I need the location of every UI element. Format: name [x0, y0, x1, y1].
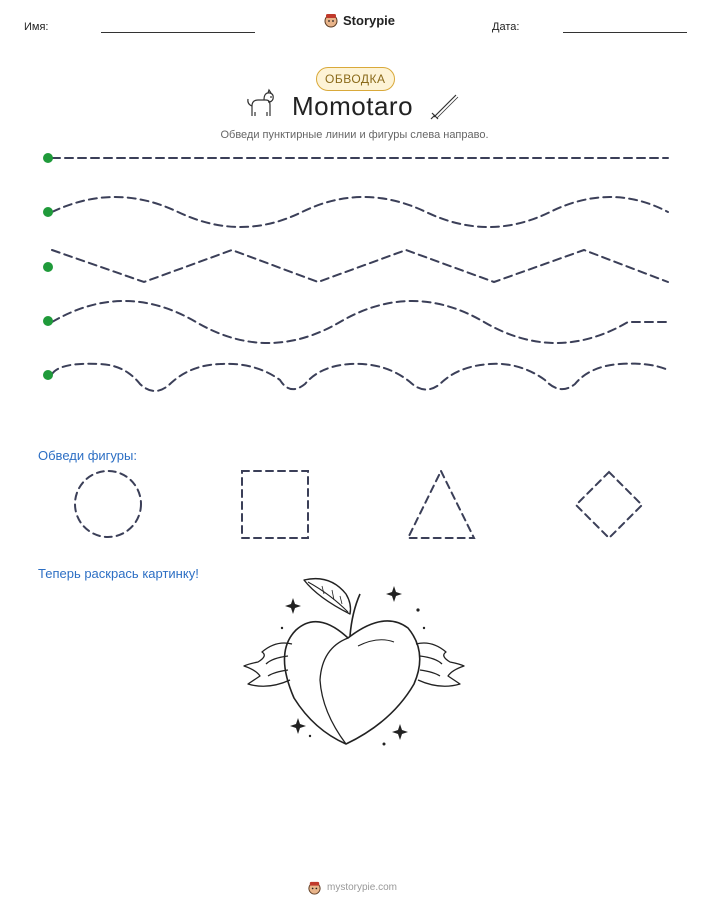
- trace-diamond: [576, 472, 642, 538]
- footer-site[interactable]: mystorypie.com: [327, 882, 398, 893]
- brand: [323, 12, 395, 28]
- instructions: Обведи пунктирные линии и фигуры слева направо.: [220, 129, 489, 141]
- brand-name: Storypie: [343, 12, 396, 28]
- trace-line-wave-1: [52, 197, 668, 227]
- storypie-logo-icon: [323, 12, 339, 28]
- trace-square: [242, 471, 308, 538]
- trace-circle: [75, 471, 141, 537]
- start-dot-1: [43, 153, 53, 163]
- sword-icon: [428, 88, 462, 122]
- tracing-lines: [0, 140, 709, 400]
- activity-badge: ОБВОДКА: [316, 67, 395, 91]
- page-title: Momotaro: [292, 91, 414, 121]
- start-dot-2: [43, 207, 53, 217]
- date-line[interactable]: [563, 32, 687, 33]
- start-dot-4: [43, 316, 53, 326]
- start-dot-3: [43, 262, 53, 272]
- peach-coloring-image: [238, 572, 470, 752]
- footer: [307, 880, 397, 895]
- coloring-section-label: Теперь раскрась картинку!: [38, 566, 199, 581]
- tracing-shapes: [0, 462, 709, 552]
- start-dot-5: [43, 370, 53, 380]
- dog-icon: [244, 88, 278, 122]
- shapes-section-label: Обведи фигуры:: [38, 448, 137, 463]
- date-label: Дата:: [492, 21, 520, 33]
- trace-line-wave-3: [52, 364, 668, 391]
- storypie-logo-icon: [307, 880, 322, 895]
- trace-line-wave-2: [52, 301, 668, 343]
- name-label: Имя:: [24, 21, 49, 33]
- name-line[interactable]: [101, 32, 255, 33]
- trace-triangle: [408, 471, 474, 538]
- trace-line-zigzag: [52, 250, 668, 282]
